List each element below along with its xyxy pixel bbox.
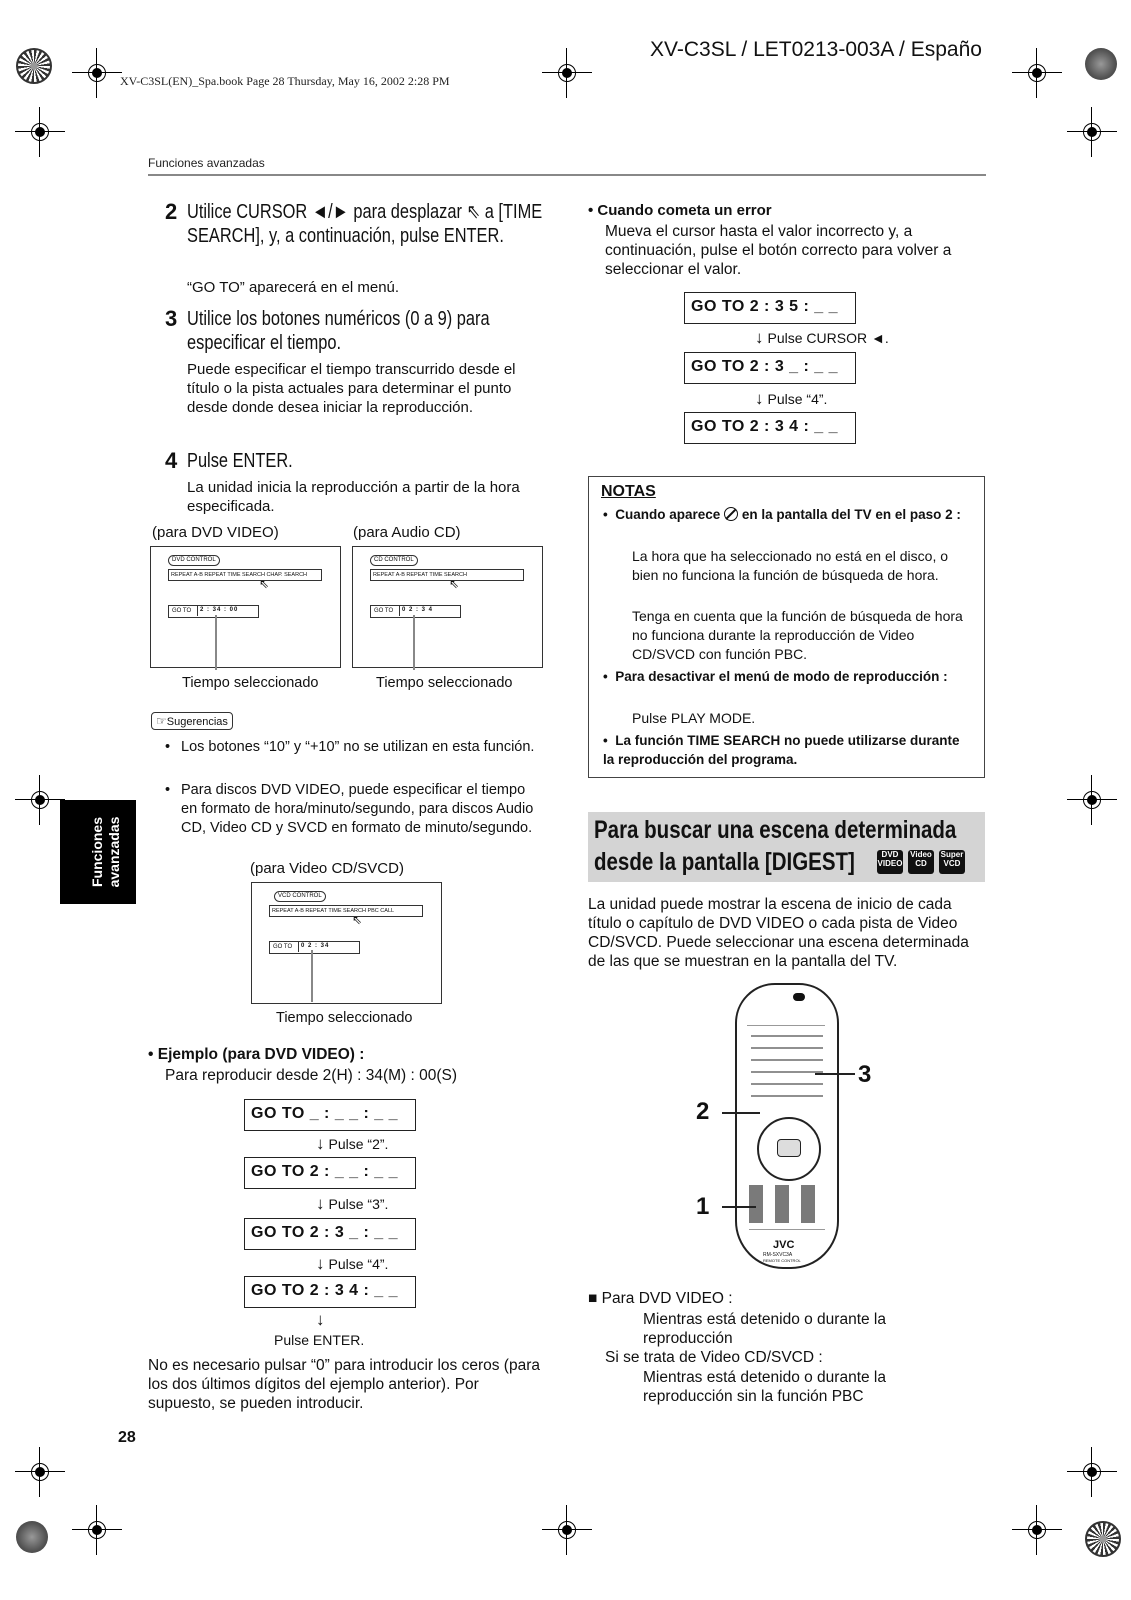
screen-goto-field <box>269 941 360 954</box>
step-4-note: La unidad inicia la reproducción a partir de la hora especificada. <box>187 479 520 515</box>
step-3 <box>165 307 627 355</box>
down-arrow-icon: ↓ <box>316 1194 325 1213</box>
dvd-screen-caption: (para DVD VIDEO) <box>152 524 279 541</box>
note-3-title: • La función TIME SEARCH no puede utilizarse durante la reproducción del programa. <box>603 733 960 767</box>
note-1-para-1: La hora que ha seleccionado no está en el disco, o bien no funciona la función de búsqueda de hora. <box>632 548 949 583</box>
crop-mark <box>25 1457 55 1487</box>
remote-enter-button <box>777 1139 801 1157</box>
vcd-condition-label: Si se trata de Video CD/SVCD : <box>605 1349 823 1366</box>
hand-icon: ☞ <box>156 714 167 728</box>
note-1-para-2: Tenga en cuenta que la función de búsqueda de hora no funciona durante la reproducción de Video CD/SVCD con función PBC. <box>632 608 963 662</box>
tips-label: Sugerencias <box>166 716 228 728</box>
example-step-note: ↓ Pulse “4”. <box>316 1254 389 1273</box>
example-final-note: Pulse ENTER. <box>274 1332 365 1348</box>
goto-value: 2 : 34 : 00 <box>197 605 238 616</box>
step-number: 2 <box>165 199 178 224</box>
note-1-title: • Cuando aparece en la pantalla del TV en el paso 2 : <box>603 507 961 522</box>
screen-goto-field <box>370 605 461 618</box>
step-instruction: Pulse ENTER. <box>187 450 293 472</box>
down-arrow-icon: ↓ <box>755 328 764 347</box>
step-number: 3 <box>165 306 178 331</box>
step-instruction: Utilice los botones numéricos (0 a 9) para especificar el tiempo. <box>187 308 490 354</box>
screen-tab: CD CONTROL <box>370 555 418 566</box>
vcd-screen-caption: (para Video CD/SVCD) <box>250 860 404 877</box>
screen-menu-bar: REPEAT A-B REPEAT TIME SEARCH <box>370 569 524 581</box>
screen-menu-bar: REPEAT A-B REPEAT TIME SEARCH CHAP. SEARCH <box>168 569 322 581</box>
vcd-control-screen <box>251 882 442 1004</box>
zeros-note: No es necesario pulsar “0” para introducir los ceros (para los dos últimos dígitos del ejemplo anterior). Por supuesto, se pueden introducir. <box>148 1357 540 1412</box>
screen-goto-field <box>168 605 259 618</box>
cd-control-screen <box>352 546 543 668</box>
document-title: XV-C3SL / LET0213-003A / Españo <box>650 38 982 61</box>
example-step-note: ↓ Pulse “3”. <box>316 1194 389 1213</box>
vcd-pointer-label: Tiempo seleccionado <box>276 1010 413 1026</box>
goto-error-box: GO TO 2 : 3 5 : _ _ <box>684 292 856 324</box>
example-subtitle: Para reproducir desde 2(H) : 34(M) : 00(S) <box>165 1067 458 1084</box>
crop-mark <box>1022 58 1052 88</box>
goto-label: GO TO <box>374 608 394 614</box>
note-2-title: • Para desactivar el menú de modo de reproducción : <box>603 669 948 684</box>
crop-mark <box>1077 117 1107 147</box>
pointer-line <box>311 950 313 1002</box>
section-intro: La unidad puede mostrar la escena de inicio de cada título o capítulo de DVD VIDEO o cada pista de Video CD/SVCD. Puede seleccionar una escena determinada de las que se muestran en la pantalla del TV. <box>588 896 969 970</box>
super-vcd-logo: Super VCD <box>939 850 965 874</box>
registration-target-top-left <box>16 48 52 84</box>
down-arrow-icon: ↓ <box>755 389 764 408</box>
crop-mark <box>82 58 112 88</box>
screen-menu-bar: REPEAT A-B REPEAT TIME SEARCH PBC CALL <box>269 905 423 917</box>
pointer-icon: ⇖ <box>259 577 270 591</box>
registration-target-bottom-right <box>1085 1521 1121 1557</box>
remote-brand: JVC <box>773 1239 795 1251</box>
goto-example-box: GO TO 2 : 3 _ : _ _ <box>244 1218 416 1250</box>
dvd-video-logo: DVD VIDEO <box>877 850 903 874</box>
error-step-note: ↓ Pulse CURSOR ◄. <box>755 328 889 347</box>
tips-badge <box>151 712 233 730</box>
vcd-condition-text: Mientras está detenido o durante la reproducción sin la función PBC <box>643 1369 886 1405</box>
goto-example-box: GO TO _ : _ _ : _ _ <box>244 1099 416 1131</box>
registration-target-bottom-left <box>16 1521 48 1553</box>
step-4 <box>165 449 627 473</box>
pointer-icon: ⇖ <box>449 577 460 591</box>
screen-tab: VCD CONTROL <box>274 891 326 902</box>
crop-mark <box>25 785 55 815</box>
down-arrow-icon: ↓ <box>316 1310 325 1329</box>
crop-mark <box>25 117 55 147</box>
step-number: 4 <box>165 448 178 473</box>
screen-tab: DVD CONTROL <box>168 555 220 566</box>
down-arrow-icon: ↓ <box>316 1134 325 1153</box>
crop-mark <box>1022 1515 1052 1545</box>
crop-mark <box>552 58 582 88</box>
section-banner <box>588 812 985 882</box>
crop-mark <box>1077 1457 1107 1487</box>
crop-mark <box>552 1515 582 1545</box>
callout-number-2: 2 <box>696 1098 710 1125</box>
note-2-para: Pulse PLAY MODE. <box>632 710 756 726</box>
goto-example-box: GO TO 2 : _ _ : _ _ <box>244 1157 416 1189</box>
remote-model: RM-SXVC3A <box>763 1252 793 1258</box>
error-title: • Cuando cometa un error <box>588 202 772 219</box>
section-label: Funciones avanzadas <box>148 156 265 170</box>
goto-value: 0 2 : 3 4 <box>399 605 433 616</box>
error-text: Mueva el cursor hasta el valor incorrecto y, a continuación, pulse el botón correcto para volver a seleccionar el valor. <box>605 223 952 278</box>
dvd-condition-label: ■ Para DVD VIDEO : <box>588 1290 733 1307</box>
side-tab: Funciones avanzadas <box>60 800 136 904</box>
tip-item: • Para discos DVD VIDEO, puede especificar el tiempo en formato de hora/minuto/segundo, para discos Audio CD, Video CD y SVCD en formato de minuto/segundo. <box>165 782 534 836</box>
example-step-note: ↓ Pulse “2”. <box>316 1134 389 1153</box>
remote-top-buttons <box>747 1007 825 1026</box>
step-3-note: Puede especificar el tiempo transcurrido desde el título o la pista actuales para determinar el punto desde donde desea iniciar la reproducción. <box>187 361 516 416</box>
example-title: • Ejemplo (para DVD VIDEO) : <box>148 1046 365 1063</box>
video-cd-logo: Video CD <box>908 850 934 874</box>
tip-item: • Los botones “10” y “+10” no se utilizan en esta función. <box>165 739 535 755</box>
goto-value: 0 2 : 34 <box>298 941 329 952</box>
callout-line <box>815 1073 855 1075</box>
book-info-line: XV-C3SL(EN)_Spa.book Page 28 Thursday, May 16, 2002 2:28 PM <box>120 74 450 88</box>
remote-control-illustration <box>735 983 839 1269</box>
callout-number-1: 1 <box>696 1193 710 1220</box>
dvd-pointer-label: Tiempo seleccionado <box>182 675 319 691</box>
pointer-icon: ⇖ <box>352 913 363 927</box>
error-step-note: ↓ Pulse “4”. <box>755 389 828 408</box>
pointer-line <box>413 615 415 670</box>
section-title-line1: Para buscar una escena determinada <box>594 816 957 844</box>
callout-line <box>722 1206 756 1208</box>
goto-error-box: GO TO 2 : 3 _ : _ _ <box>684 352 856 384</box>
cd-screen-caption: (para Audio CD) <box>353 524 461 541</box>
notes-title: NOTAS <box>601 483 656 500</box>
down-arrow-icon: ↓ <box>316 1254 325 1273</box>
step-instruction: Utilice CURSOR ◄/► para desplazar ⇖ a [TIME SEARCH], y, a continuación, pulse ENTER. <box>187 201 543 247</box>
remote-model-sub: REMOTE CONTROL <box>763 1258 801 1263</box>
section-title-line2: desde la pantalla [DIGEST] <box>594 848 855 876</box>
step-2 <box>165 200 627 248</box>
page-number: 28 <box>118 1429 136 1446</box>
notes-box <box>588 476 985 778</box>
cd-pointer-label: Tiempo seleccionado <box>376 675 513 691</box>
header-rule <box>148 174 986 176</box>
crop-mark <box>1077 785 1107 815</box>
goto-error-box: GO TO 2 : 3 4 : _ _ <box>684 412 856 444</box>
goto-label: GO TO <box>273 944 293 950</box>
callout-number-3: 3 <box>858 1061 872 1088</box>
registration-target-top-right <box>1085 48 1117 80</box>
crop-mark <box>82 1515 112 1545</box>
goto-label: GO TO <box>172 608 192 614</box>
remote-number-pad <box>751 1029 823 1101</box>
remote-cursor-ring <box>757 1117 821 1181</box>
dvd-condition-text: Mientras está detenido o durante la reproducción <box>643 1311 886 1347</box>
step-2-note: “GO TO” aparecerá en el menú. <box>187 279 400 296</box>
goto-example-box: GO TO 2 : 3 4 : _ _ <box>244 1276 416 1308</box>
remote-power-button <box>793 993 805 1001</box>
callout-line <box>722 1112 760 1114</box>
prohibited-icon <box>724 507 738 521</box>
dvd-control-screen <box>150 546 341 668</box>
remote-transport-buttons <box>749 1185 825 1223</box>
pointer-line <box>215 615 217 670</box>
